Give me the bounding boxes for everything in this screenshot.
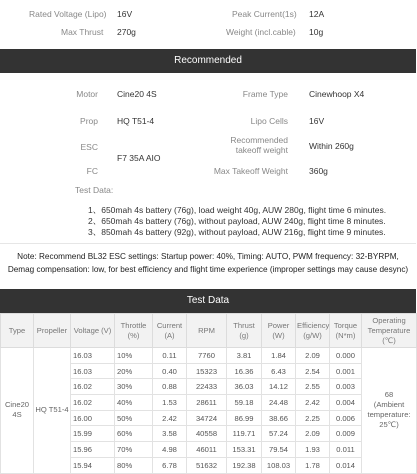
torque-cell: 0.004 <box>330 395 362 411</box>
power-cell: 24.48 <box>262 395 296 411</box>
throttle-cell: 80% <box>115 457 153 473</box>
test-line-2: 2、650mah 4s battery (76g), without payload, AUW 240g, flight time 8 minutes. <box>88 216 386 226</box>
rpm-cell: 40558 <box>187 426 227 442</box>
efficiency-cell: 2.09 <box>296 348 330 364</box>
temperature-ambient-value: 25℃) <box>379 420 399 430</box>
torque-cell: 0.006 <box>330 410 362 426</box>
motor-value: Cine20 4S <box>117 89 157 99</box>
current-cell: 0.88 <box>153 379 187 395</box>
thrust-cell: 59.18 <box>227 395 262 411</box>
takeoff-weight-label-line2: takeoff weight <box>235 145 288 155</box>
voltage-cell: 16.02 <box>71 395 115 411</box>
max-takeoff-label: Max Takeoff Weight <box>213 166 288 176</box>
rpm-cell: 7760 <box>187 348 227 364</box>
efficiency-cell: 2.54 <box>296 363 330 379</box>
power-cell: 79.54 <box>262 442 296 458</box>
thrust-cell: 36.03 <box>227 379 262 395</box>
throttle-cell: 20% <box>115 363 153 379</box>
throttle-cell: 70% <box>115 442 153 458</box>
header-rpm: RPM <box>187 314 227 348</box>
voltage-cell: 15.94 <box>71 457 115 473</box>
thrust-cell: 86.99 <box>227 410 262 426</box>
voltage-cell: 16.03 <box>71 363 115 379</box>
frame-type-value: Cinewhoop X4 <box>309 89 365 99</box>
max-thrust-value: 270g <box>117 27 136 37</box>
current-cell: 1.53 <box>153 395 187 411</box>
recommended-header: Recommended <box>0 49 416 73</box>
voltage-cell: 15.96 <box>71 442 115 458</box>
esc-label: ESC <box>80 142 98 152</box>
lipo-cells-label: Lipo Cells <box>250 116 288 126</box>
fc-label: FC <box>86 166 98 176</box>
throttle-cell: 50% <box>115 410 153 426</box>
header-current: Current (A) <box>153 314 187 348</box>
voltage-cell: 16.03 <box>71 348 115 364</box>
max-thrust-label: Max Thrust <box>61 27 104 37</box>
temperature-ambient: (Ambient temperature: <box>367 400 411 420</box>
efficiency-cell: 1.93 <box>296 442 330 458</box>
note-line-2: Demag compensation: low, for best efficiency and flight time experience (improper settings may cause desync) <box>7 265 409 274</box>
note-line-1: Note: Recommend BL32 ESC settings: Startup power: 40%, Timing: AUTO, PWM frequency: 32-BYRPM, <box>17 252 399 261</box>
throttle-cell: 40% <box>115 395 153 411</box>
efficiency-cell: 1.78 <box>296 457 330 473</box>
table-row <box>1 348 417 364</box>
test-line-3: 3、850mah 4s battery (92g), without payload, AUW 216g, flight time 9 minutes. <box>88 227 386 237</box>
thrust-cell: 119.71 <box>227 426 262 442</box>
power-cell: 38.66 <box>262 410 296 426</box>
efficiency-cell: 2.55 <box>296 379 330 395</box>
peak-current-label: Peak Current(1s) <box>232 9 297 19</box>
current-cell: 6.78 <box>153 457 187 473</box>
torque-cell: 0.003 <box>330 379 362 395</box>
temperature-value: 68 <box>384 390 394 400</box>
power-cell: 108.03 <box>262 457 296 473</box>
torque-cell: 0.011 <box>330 442 362 458</box>
efficiency-cell: 2.09 <box>296 426 330 442</box>
peak-current-value: 12A <box>309 9 325 19</box>
type-cell: Cine20 4S <box>1 348 34 474</box>
power-cell: 1.84 <box>262 348 296 364</box>
header-type: Type <box>1 314 34 348</box>
prop-value: HQ T51-4 <box>117 116 155 126</box>
table-header-row <box>1 314 417 348</box>
propeller-cell: HQ T51-4 <box>34 348 71 474</box>
temperature-cell <box>362 348 417 474</box>
rated-voltage-value: 16V <box>117 9 133 19</box>
frame-type-label: Frame Type <box>242 89 288 99</box>
rpm-cell: 51632 <box>187 457 227 473</box>
power-cell: 14.12 <box>262 379 296 395</box>
header-temperature: Operating Temperature (℃) <box>362 314 417 348</box>
test-line-1: 1、650mah 4s battery (76g), load weight 40g, AUW 280g, flight time 6 minutes. <box>88 205 387 215</box>
rpm-cell: 15323 <box>187 363 227 379</box>
current-cell: 0.40 <box>153 363 187 379</box>
header-throttle: Throttle (%) <box>115 314 153 348</box>
rpm-cell: 34724 <box>187 410 227 426</box>
current-cell: 3.58 <box>153 426 187 442</box>
test-data-header: Test Data <box>0 289 416 313</box>
takeoff-weight-label-line1: Recommended <box>230 135 288 145</box>
header-power: Power (W) <box>262 314 296 348</box>
header-propeller: Propeller <box>34 314 71 348</box>
thrust-cell: 153.31 <box>227 442 262 458</box>
torque-cell: 0.009 <box>330 426 362 442</box>
throttle-cell: 10% <box>115 348 153 364</box>
divider <box>0 243 416 244</box>
current-cell: 4.98 <box>153 442 187 458</box>
throttle-cell: 30% <box>115 379 153 395</box>
prop-label: Prop <box>80 116 98 126</box>
esc-settings-note <box>0 250 416 276</box>
efficiency-cell: 2.25 <box>296 410 330 426</box>
header-torque: Torque (N*m) <box>330 314 362 348</box>
lipo-cells-value: 16V <box>309 116 325 126</box>
thrust-cell: 16.36 <box>227 363 262 379</box>
max-takeoff-value: 360g <box>309 166 328 176</box>
test-data-label: Test Data: <box>75 185 114 195</box>
header-thrust: Thrust (g) <box>227 314 262 348</box>
power-cell: 57.24 <box>262 426 296 442</box>
weight-value: 10g <box>309 27 324 37</box>
rpm-cell: 46011 <box>187 442 227 458</box>
power-cell: 6.43 <box>262 363 296 379</box>
rpm-cell: 28611 <box>187 395 227 411</box>
test-data-table <box>0 313 417 474</box>
rpm-cell: 22433 <box>187 379 227 395</box>
spec-row-thrust <box>0 27 416 43</box>
torque-cell: 0.000 <box>330 348 362 364</box>
voltage-cell: 16.00 <box>71 410 115 426</box>
thrust-cell: 192.38 <box>227 457 262 473</box>
takeoff-weight-value: Within 260g <box>309 141 354 151</box>
efficiency-cell: 2.42 <box>296 395 330 411</box>
voltage-cell: 15.99 <box>71 426 115 442</box>
current-cell: 0.11 <box>153 348 187 364</box>
throttle-cell: 60% <box>115 426 153 442</box>
thrust-cell: 3.81 <box>227 348 262 364</box>
torque-cell: 0.014 <box>330 457 362 473</box>
header-voltage: Voltage (V) <box>71 314 115 348</box>
weight-label: Weight (incl.cable) <box>226 27 296 37</box>
rated-voltage-label: Rated Voltage (Lipo) <box>29 9 107 19</box>
esc-value: F7 35A AIO <box>117 153 161 163</box>
motor-label: Motor <box>76 89 98 99</box>
spec-row-voltage <box>0 9 416 25</box>
voltage-cell: 16.02 <box>71 379 115 395</box>
header-efficiency: Efficiency (g/W) <box>296 314 330 348</box>
torque-cell: 0.001 <box>330 363 362 379</box>
current-cell: 2.42 <box>153 410 187 426</box>
